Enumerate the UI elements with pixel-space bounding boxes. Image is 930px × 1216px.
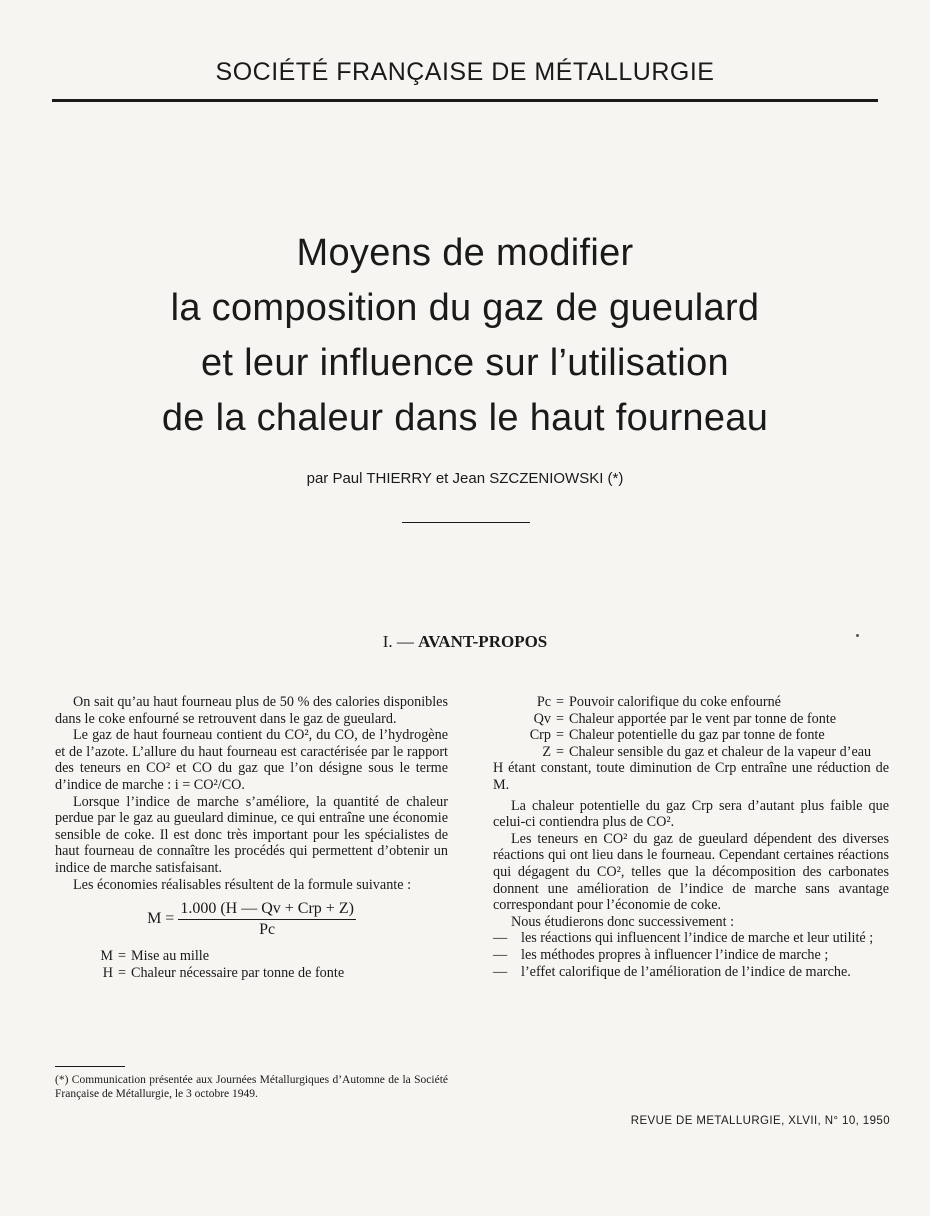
left-column xyxy=(55,694,448,982)
paragraph: Les teneurs en CO² du gaz de gueulard dépendent des diverses réactions qui ont lieu dans le fourneau. Cependant certaines réactions qui dégagent du CO², telles que la décomposition des carbonates donnent une amélioration de l’indice de marche sans avantage correspondant pour l’économie de coke. xyxy=(493,830,889,914)
paragraph: Le gaz de haut fourneau contient du CO², du CO, de l’hydrogène et de l’azote. L’allure du haut fourneau est caractérisée par le rapport des teneurs en CO² et CO du gaz que l’on désigne sous le terme d’indice de marche : i = CO²/CO. xyxy=(55,727,448,793)
journal-reference: REVUE DE METALLURGIE, XLVII, N° 10, 1950 xyxy=(630,1115,890,1127)
savings-formula xyxy=(55,901,448,938)
title-line: Moyens de modifier xyxy=(296,232,634,274)
equals-sign: = xyxy=(117,964,126,981)
paragraph: Lorsque l’indice de marche s’améliore, la quantité de chaleur perdue par le gaz au gueulard diminue, ce qui entraîne une économie sensible de coke. Il est donc très important pour les spécialistes de haut fourneau de connaître les procédés qui permettent d’obtenir un indice de marche satisfaisant. xyxy=(55,793,448,876)
definition-list xyxy=(493,694,889,760)
definition-symbol: Pc xyxy=(536,694,551,710)
article-title xyxy=(0,226,930,446)
author-line: par Paul THIERRY et Jean SZCZENIOWSKI (*) xyxy=(306,470,624,487)
definition-row xyxy=(55,948,448,965)
list-item-text: les méthodes propres à influencer l’indice de marche ; xyxy=(521,946,829,963)
definition-text: Chaleur potentielle du gaz par tonne de fonte xyxy=(569,727,825,744)
definition-text: Chaleur apportée par le vent par tonne de fonte xyxy=(569,710,837,727)
equals-sign: = xyxy=(555,743,564,760)
header-rule xyxy=(52,99,878,102)
list-item-text: les réactions qui influencent l’indice de marche et leur utilité ; xyxy=(521,930,874,947)
definition-symbol: M xyxy=(100,948,113,965)
definition-text: Pouvoir calorifique du coke enfourné xyxy=(569,694,781,710)
title-line: la composition du gaz de gueulard xyxy=(170,287,760,329)
footnote: (*) Communication présentée aux Journées Métallurgiques d’Automne de la Société Française de Métallurgie, le 3 octobre 1949. xyxy=(55,1074,448,1100)
formula-lhs: M = xyxy=(147,910,175,928)
definition-text: Chaleur sensible du gaz et chaleur de la vapeur d’eau xyxy=(569,743,872,760)
formula-numerator: 1.000 (H — Qv + Crp + Z) xyxy=(178,901,356,920)
paragraph: Nous étudierons donc successivement : xyxy=(511,913,735,930)
definition-symbol: Qv xyxy=(533,710,551,727)
paragraph: Les économies réalisables résultent de la formule suivante : xyxy=(73,876,412,893)
formula-denominator: Pc xyxy=(259,920,276,938)
title-line: de la chaleur dans le haut fourneau xyxy=(161,397,769,439)
definition-row xyxy=(493,694,889,711)
equals-sign: = xyxy=(555,694,564,710)
definition-text: Mise au mille xyxy=(131,948,210,965)
definition-row xyxy=(493,711,889,728)
section-heading xyxy=(0,632,930,652)
title-line: et leur influence sur l’utilisation xyxy=(201,342,729,384)
list-item xyxy=(493,964,889,981)
definition-symbol: Z xyxy=(542,743,551,760)
list-item xyxy=(493,947,889,964)
list-dash: — xyxy=(493,963,508,980)
list-item-text: l’effet calorifique de l’amélioration de l’indice de marche. xyxy=(521,963,851,980)
footnote-rule xyxy=(55,1066,125,1067)
definition-symbol: Crp xyxy=(529,727,551,744)
section-title: AVANT-PROPOS xyxy=(418,632,548,651)
title-separator-rule xyxy=(402,522,530,523)
list-item xyxy=(493,930,889,947)
paragraph: La chaleur potentielle du gaz Crp sera d’autant plus faible que celui-ci contiendra plus de CO². xyxy=(493,797,889,831)
definition-text: Chaleur nécessaire par tonne de fonte xyxy=(131,964,345,981)
right-column xyxy=(493,694,889,980)
definition-row xyxy=(493,744,889,761)
paragraph: On sait qu’au haut fourneau plus de 50 % des calories disponibles dans le coke enfourné se retrouvent dans le gaz de gueulard. xyxy=(55,694,448,727)
equals-sign: = xyxy=(555,727,564,744)
running-header: SOCIÉTÉ FRANÇAISE DE MÉTALLURGIE xyxy=(215,58,715,86)
equals-sign: = xyxy=(117,948,126,965)
definition-row xyxy=(493,727,889,744)
equals-sign: = xyxy=(555,710,564,727)
section-number: I. — xyxy=(382,632,414,651)
paragraph: H étant constant, toute diminution de Crp entraîne une réduction de M. xyxy=(493,760,889,793)
formula-fraction xyxy=(178,901,356,938)
definition-row xyxy=(55,965,448,982)
scan-speck xyxy=(856,634,859,637)
list-dash: — xyxy=(493,930,508,947)
definition-symbol: H xyxy=(102,964,113,981)
list-dash: — xyxy=(493,946,508,963)
definition-list xyxy=(55,948,448,981)
